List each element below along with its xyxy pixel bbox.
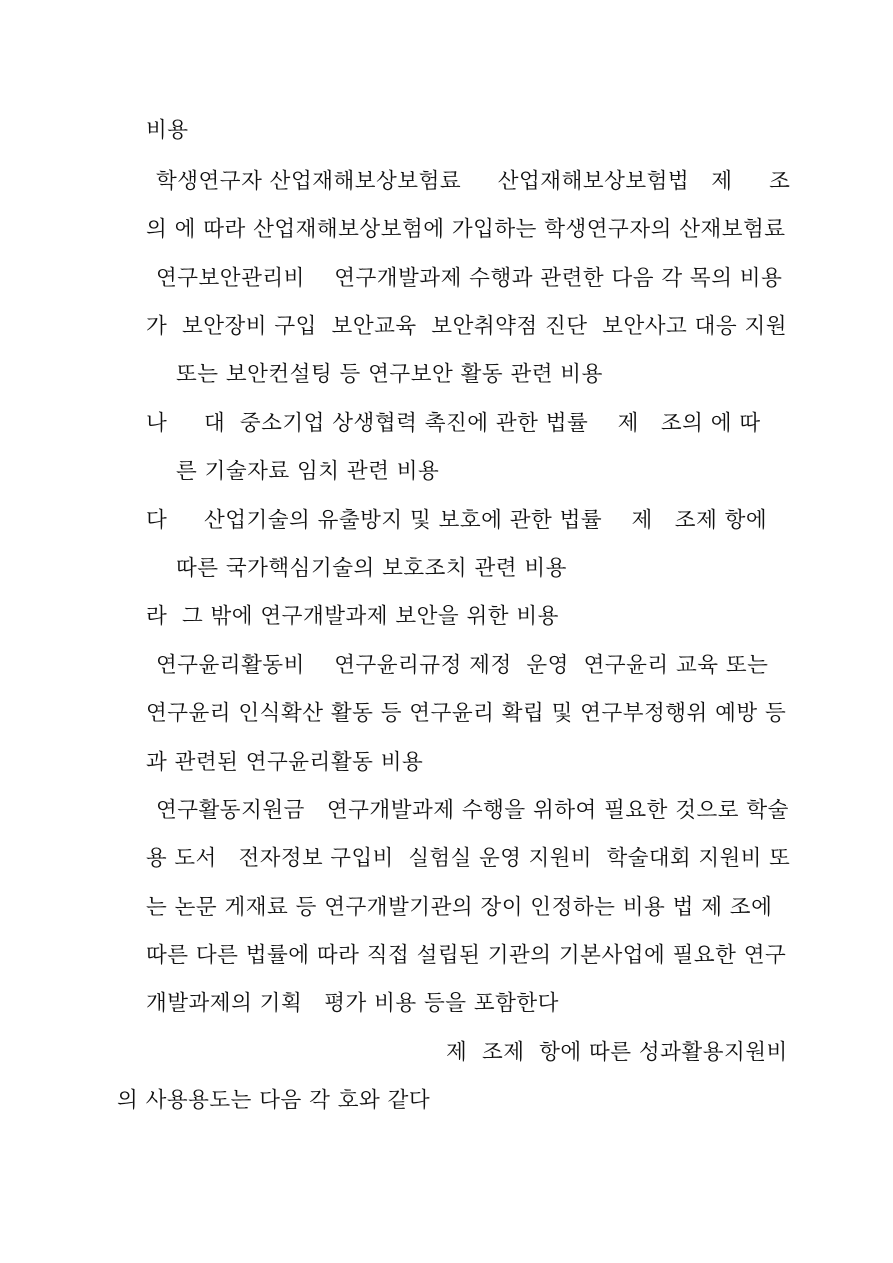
text-line-11: 라 그 밖에 연구개발과제 보안을 위한 비용 xyxy=(146,604,559,629)
text-line-2: 학생연구자 산업재해보상보험료 산업재해보상보험법 제 조 xyxy=(156,169,791,194)
text-line-14: 과 관련된 연구윤리활동 비용 xyxy=(146,750,424,775)
text-line-6: 또는 보안컨설팅 등 연구보안 활동 관련 비용 xyxy=(176,362,603,387)
text-line-10: 따른 국가핵심기술의 보호조치 관련 비용 xyxy=(176,556,567,581)
text-line-3: 의 에 따라 산업재해보상보험에 가입하는 학생연구자의 산재보험료 xyxy=(146,217,786,242)
text-line-5: 가 보안장비 구입 보안교육 보안취약점 진단 보안사고 대응 지원 xyxy=(146,314,788,339)
text-line-15: 연구활동지원금 연구개발과제 수행을 위하여 필요한 것으로 학술 xyxy=(156,798,789,823)
text-line-7: 나 대 중소기업 상생협력 촉진에 관한 법률 제 조의 에 따 xyxy=(146,411,761,436)
text-line-20: 제 조제 항에 따른 성과활용지원비 xyxy=(446,1040,788,1065)
text-line-19: 개발과제의 기획 평가 비용 등을 포함한다 xyxy=(146,991,559,1016)
text-line-4: 연구보안관리비 연구개발과제 수행과 관련한 다음 각 목의 비용 xyxy=(156,266,783,291)
text-line-18: 따른 다른 법률에 따라 직접 설립된 기관의 기본사업에 필요한 연구 xyxy=(146,943,787,968)
text-line-12: 연구윤리활동비 연구윤리규정 제정 운영 연구윤리 교육 또는 xyxy=(156,653,769,678)
text-line-21: 의 사용용도는 다음 각 호와 같다 xyxy=(117,1088,431,1113)
text-line-16: 용 도서 전자정보 구입비 실험실 운영 지원비 학술대회 지원비 또 xyxy=(146,846,791,871)
text-line-8: 른 기술자료 임치 관련 비용 xyxy=(176,459,440,484)
text-line-17: 는 논문 게재료 등 연구개발기관의 장이 인정하는 비용 법 제 조에 xyxy=(146,895,773,920)
text-line-9: 다 산업기술의 유출방지 및 보호에 관한 법률 제 조제 항에 xyxy=(146,508,768,533)
text-line-13: 연구윤리 인식확산 활동 등 연구윤리 확립 및 연구부정행위 예방 등 xyxy=(146,701,787,726)
text-line-1: 비용 xyxy=(146,118,189,143)
